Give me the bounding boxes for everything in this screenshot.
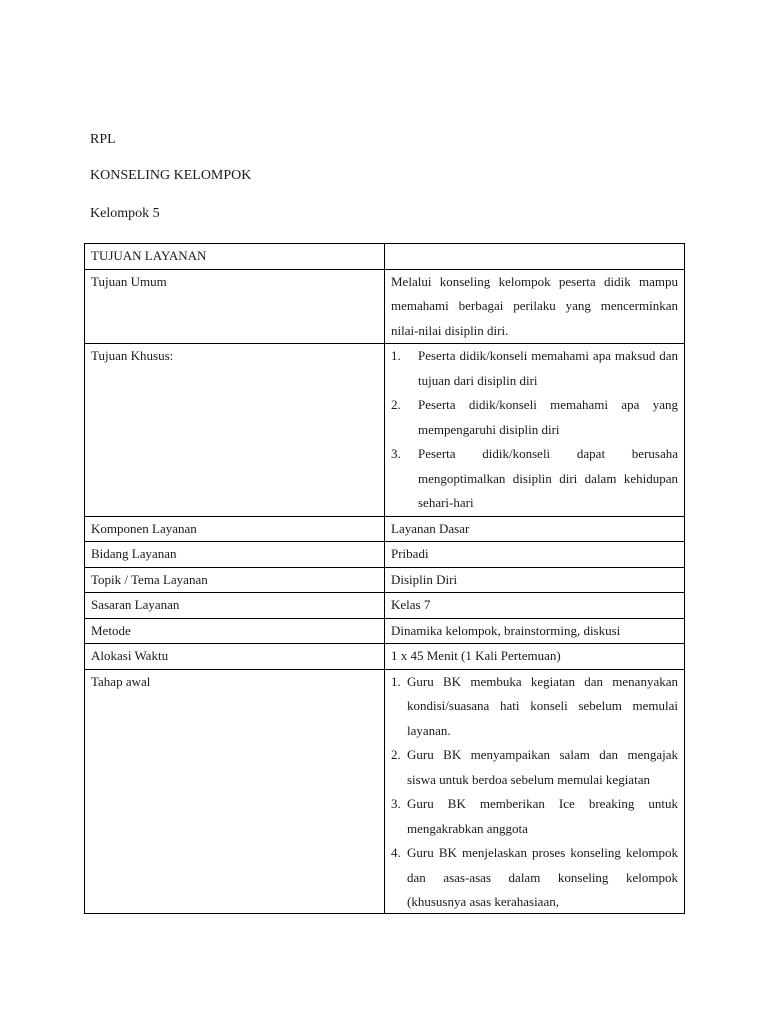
- list-item-number: 2.: [391, 747, 401, 762]
- table-row: [85, 644, 685, 670]
- table-cell-label: Metode: [85, 618, 385, 644]
- doc-group-label: Kelompok 5: [90, 206, 160, 221]
- table-cell-label: TUJUAN LAYANAN: [85, 244, 385, 270]
- tahap-awal-list: [391, 670, 678, 913]
- list-item: [391, 841, 678, 913]
- table-cell-label: Topik / Tema Layanan: [85, 567, 385, 593]
- doc-title-rpl: RPL: [90, 132, 116, 147]
- table-row: [85, 244, 685, 270]
- list-item: [391, 743, 678, 792]
- rpl-table: [84, 243, 685, 914]
- table-cell-label: Tujuan Khusus:: [85, 344, 385, 517]
- table-row: [85, 344, 685, 517]
- table-cell-label: Komponen Layanan: [85, 516, 385, 542]
- table-cell-value: Kelas 7: [385, 593, 685, 619]
- table-cell-label: Alokasi Waktu: [85, 644, 385, 670]
- table-cell-label: Sasaran Layanan: [85, 593, 385, 619]
- table-cell-value: Disiplin Diri: [385, 567, 685, 593]
- doc-title-konseling: KONSELING KELOMPOK: [90, 168, 252, 183]
- tahap-awal-content: [391, 670, 678, 913]
- list-item-number: 1.: [391, 673, 401, 689]
- table-cell-label: Tahap awal: [85, 669, 385, 913]
- table-row: [85, 567, 685, 593]
- table-cell-label: Bidang Layanan: [85, 542, 385, 568]
- table-row: [85, 593, 685, 619]
- list-item-number: 3.: [391, 796, 401, 811]
- table-row: [85, 542, 685, 568]
- list-item-number: 1.: [391, 348, 401, 363]
- table-row: [85, 618, 685, 644]
- table-cell-value: [385, 344, 685, 517]
- list-item-text: Guru BK menjelaskan proses konseling kelompok dan asas-asas dalam konseling kelompok (khususnya asas kerahasiaan,: [407, 845, 678, 909]
- table-cell-value: Pribadi: [385, 542, 685, 568]
- table-row: [85, 516, 685, 542]
- table-row: [85, 269, 685, 344]
- list-item-number: 2.: [391, 397, 401, 412]
- list-item: [391, 393, 678, 442]
- table-cell-value: [385, 669, 685, 913]
- table-cell-value: [385, 244, 685, 270]
- table-cell-value: Dinamika kelompok, brainstorming, diskusi: [385, 618, 685, 644]
- table-cell-value: Layanan Dasar: [385, 516, 685, 542]
- list-item-text: Peserta didik/konseli dapat berusaha mengoptimalkan disiplin diri dalam kehidupan sehari-hari: [418, 446, 678, 510]
- list-item-number: 4.: [391, 845, 401, 860]
- table-cell-label: Tujuan Umum: [85, 269, 385, 344]
- list-item-text: Guru BK menyampaikan salam dan mengajak siswa untuk berdoa sebelum memulai kegiatan: [407, 747, 678, 787]
- list-item: [391, 792, 678, 841]
- table-row: [85, 669, 685, 913]
- list-item: [391, 442, 678, 516]
- list-item: [391, 670, 678, 744]
- table-cell-value: Melalui konseling kelompok peserta didik mampu memahami berbagai perilaku yang mencerminkan nilai-nilai disiplin diri.: [385, 269, 685, 344]
- table-cell-value: 1 x 45 Menit (1 Kali Pertemuan): [385, 644, 685, 670]
- list-item-text: Peserta didik/konseli memahami apa yang mempengaruhi disiplin diri: [418, 397, 678, 437]
- tujuan-khusus-list: [391, 344, 678, 516]
- list-item-number: 3.: [391, 446, 401, 461]
- list-item: [391, 344, 678, 393]
- list-item-text: Guru BK memberikan Ice breaking untuk mengakrabkan anggota: [407, 796, 678, 836]
- list-item-text: Peserta didik/konseli memahami apa maksud dan tujuan dari disiplin diri: [418, 348, 678, 388]
- list-item-text: Guru BK membuka kegiatan dan menanyakan kondisi/suasana hati konseli sebelum memulai layanan.: [407, 673, 678, 738]
